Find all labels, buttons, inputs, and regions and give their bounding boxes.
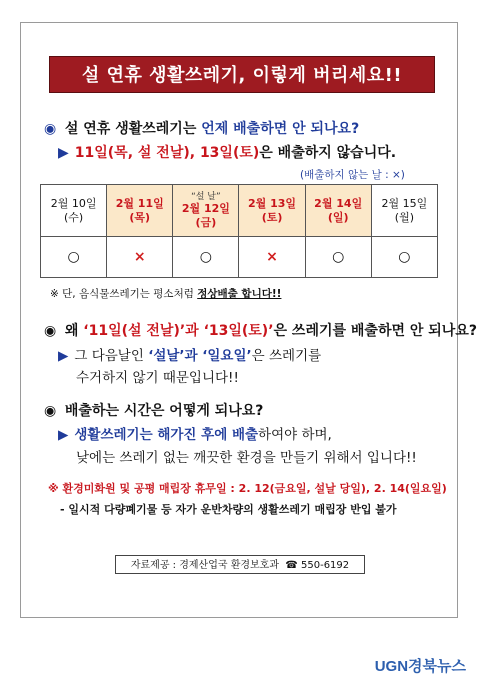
watermark-logo: UGN경북뉴스 bbox=[374, 658, 466, 675]
calendar-day-1 bbox=[107, 185, 173, 237]
mark-x-icon: × bbox=[239, 237, 305, 278]
question-why-prefix: 왜 bbox=[64, 323, 84, 339]
calendar-legend: (배출하지 않는 날 : ×) bbox=[300, 169, 405, 181]
calendar-day-2 bbox=[173, 185, 239, 237]
calendar-date-row bbox=[41, 185, 438, 237]
phone-number: ☎ 550-6192 bbox=[285, 560, 350, 571]
day-date: 2월 15일 bbox=[381, 196, 428, 210]
bullet-icon: ◉ bbox=[44, 121, 57, 137]
bullet-icon: ◉ bbox=[44, 323, 57, 339]
answer-when-dates: 11일(목, 설 전날), 13일(토) bbox=[74, 145, 260, 161]
mark-ok-icon: ○ bbox=[305, 237, 371, 278]
answer-time-line1 bbox=[58, 423, 332, 443]
calendar-day-5 bbox=[371, 185, 437, 237]
day-dow: (토) bbox=[261, 210, 283, 224]
day-date: 2월 13일 bbox=[248, 196, 297, 210]
bullet-icon: ◉ bbox=[44, 403, 57, 419]
answer-why-suffix: 은 쓰레기를 bbox=[251, 348, 322, 364]
collection-calendar bbox=[40, 184, 438, 278]
mark-ok-icon: ○ bbox=[371, 237, 437, 278]
calendar-day-3 bbox=[239, 185, 305, 237]
question-why-dates: ‘11일(설 전날)’과 ‘13일(토)’ bbox=[83, 323, 274, 339]
answer-time-highlight: 생활쓰레기는 해가진 후에 배출 bbox=[74, 427, 259, 443]
answer-why-days: ‘설날’과 ‘일요일’ bbox=[148, 348, 252, 364]
answer-why-prefix: 그 다음날인 bbox=[74, 348, 149, 364]
mark-ok-icon: ○ bbox=[41, 237, 107, 278]
day-note: “설 날” bbox=[191, 191, 221, 202]
answer-why-line2: 수거하지 않기 때문입니다!! bbox=[76, 370, 239, 386]
day-date: 2월 11일 bbox=[115, 196, 164, 210]
question-when bbox=[44, 118, 359, 138]
calendar-day-0 bbox=[41, 185, 107, 237]
triangle-right-icon: ▶ bbox=[58, 348, 69, 364]
landfill-footnote: - 일시적 다량폐기물 등 자가 운반차량의 생활쓰레기 매립장 반입 불가 bbox=[60, 503, 397, 516]
question-why-suffix: 은 쓰레기를 배출하면 안 되나요? bbox=[273, 323, 477, 339]
question-when-prefix: 설 연휴 생활쓰레기는 bbox=[64, 121, 202, 137]
day-date: 2월 14일 bbox=[314, 196, 363, 210]
food-waste-note bbox=[50, 286, 281, 301]
answer-why-line1 bbox=[58, 344, 321, 364]
calendar-mark-row bbox=[41, 237, 438, 278]
answer-time-line2: 낮에는 쓰레기 없는 깨끗한 환경을 만들기 위해서 입니다!! bbox=[76, 450, 417, 466]
mark-ok-icon: ○ bbox=[173, 237, 239, 278]
question-time bbox=[44, 400, 263, 420]
holiday-footnote: ※ 환경미화원 및 공평 매립장 휴무일 : 2. 12(금요일, 설날 당일), 2. 14(일요일) bbox=[48, 482, 447, 495]
day-dow: (금) bbox=[195, 215, 217, 229]
question-when-highlight: 언제 배출하면 안 되나요? bbox=[201, 121, 360, 137]
day-date: 2월 12일 bbox=[181, 201, 230, 215]
source-credit bbox=[115, 555, 365, 574]
day-dow: (수) bbox=[63, 210, 84, 224]
source-label: 자료제공 : 경제산업국 환경보호과 bbox=[130, 560, 279, 571]
day-dow: (월) bbox=[394, 210, 414, 224]
triangle-right-icon: ▶ bbox=[58, 427, 69, 443]
day-dow: (일) bbox=[327, 210, 349, 224]
page-title-banner: 설 연휴 생활쓰레기, 이렇게 버리세요!! bbox=[49, 56, 435, 93]
answer-time-suffix: 하여야 하며, bbox=[258, 427, 332, 443]
mark-x-icon: × bbox=[107, 237, 173, 278]
food-waste-note-prefix: ※ 단, 음식물쓰레기는 평소처럼 bbox=[50, 288, 198, 300]
triangle-right-icon: ▶ bbox=[58, 145, 69, 161]
answer-when-rest: 은 배출하지 않습니다. bbox=[259, 145, 397, 161]
food-waste-note-emph: 정상배출 합니다!! bbox=[197, 288, 282, 300]
day-date: 2월 10일 bbox=[50, 196, 97, 210]
answer-when bbox=[58, 142, 396, 162]
day-dow: (목) bbox=[129, 210, 151, 224]
calendar-day-4 bbox=[305, 185, 371, 237]
question-why bbox=[44, 320, 477, 340]
question-time-text: 배출하는 시간은 어떻게 되나요? bbox=[64, 403, 264, 419]
